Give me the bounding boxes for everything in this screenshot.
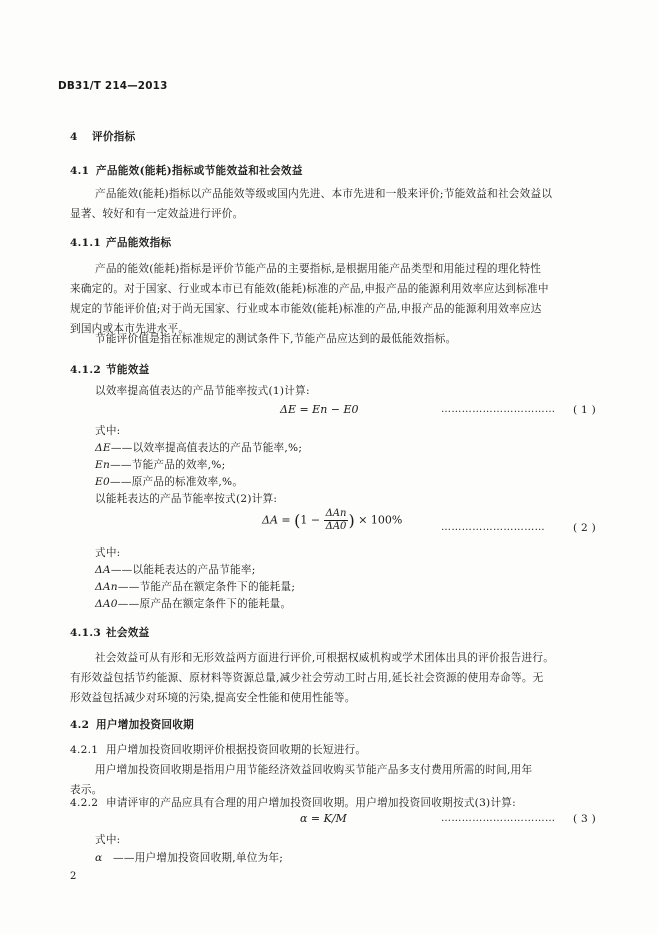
paragraph-line: 显著、较好和有一定效益进行评价。 (70, 208, 244, 220)
definition-text: ——以能耗表达的产品节能率; (110, 564, 256, 576)
section-number: 4.2 (70, 719, 90, 731)
paragraph-line: 产品的能效(能耗)指标是评价节能产品的主要指标,是根据用能产品类型和用能过程的理化特性 (95, 263, 542, 275)
section-number: 4.1 (70, 165, 90, 177)
paragraph-line: 以能耗表达的产品节能率按式(2)计算: (95, 493, 278, 505)
section-title: 评价指标 (92, 131, 136, 143)
definition-text: ——节能产品的效率,%; (110, 459, 226, 471)
paragraph-line: 用户增加投资回收期是指用户用节能经济效益回收购买节能产品多支付费用所需的时间,用年 (95, 764, 533, 776)
equation-leader-dots: …………………………… (441, 404, 556, 415)
equation-number-1: ( 1 ) (573, 404, 596, 416)
definition-text: ——节能产品在额定条件下的能耗量; (117, 581, 296, 593)
definition-text: ——用户增加投资回收期,单位为年; (113, 852, 284, 864)
paragraph-line: 以效率提高值表达的产品节能率按式(1)计算: (95, 385, 310, 397)
paragraph-line: 来确定的。对于国家、行业或本市已有能效(能耗)标准的产品,申报产品的能源利用效率应达到标准中 (70, 283, 549, 295)
paragraph-line: 社会效益可从有形和无形效益两方面进行评价,可根据权威机构或学术团体出具的评价报告进行。 (95, 652, 555, 664)
equation-3: α = K/M (300, 812, 347, 825)
section-number: 4.1.3 (70, 627, 101, 639)
symbol: ΔAn (95, 581, 118, 593)
definition-item (95, 563, 256, 577)
definition-item (95, 580, 295, 594)
equation-leader-dots: …………………………… (441, 813, 556, 824)
section-title: 用户增加投资回收期 (96, 719, 195, 731)
where-label: 式中: (95, 834, 121, 846)
equation-tail: × 100% (358, 513, 403, 527)
paragraph-line: 规定的节能评价值;对于尚无国家、行业或本市能效(能耗)标准的产品,申报产品的能源利用效率应达 (70, 303, 542, 315)
subclause-4-2-1 (70, 743, 366, 757)
fraction-numerator: ΔAn (325, 508, 347, 519)
paragraph-line: 形效益包括减少对环境的污染,提高安全性能和使用性能等。 (70, 692, 356, 704)
paren-open: ( (294, 511, 301, 530)
paragraph-line: 表示。 (70, 784, 103, 796)
section-title: 节能效益 (106, 364, 150, 376)
section-4-2-heading (70, 717, 194, 732)
definition-item (95, 441, 302, 455)
equation-one-minus: 1 − (300, 513, 321, 527)
definition-item (95, 597, 291, 611)
section-number: 4.1.2 (70, 364, 101, 376)
equation-1: ΔE = En − E0 (280, 403, 359, 416)
paren-close: ) (348, 511, 355, 530)
symbol: En (95, 459, 111, 471)
definition-text: ——原产品在额定条件下的能耗量。 (117, 598, 292, 610)
equation-fraction (324, 508, 349, 533)
equation-number-3: ( 3 ) (573, 813, 596, 825)
section-title: 社会效益 (106, 627, 150, 639)
where-label: 式中: (95, 425, 121, 437)
subclause-text: 用户增加投资回收期评价根据投资回收期的长短进行。 (106, 744, 367, 756)
paragraph-line: 有形效益包括节约能源、原材料等资源总量,减少社会劳动工时占用,延长社会资源的使用寿命等。无 (70, 672, 544, 684)
section-title: 产品能效指标 (106, 237, 172, 249)
symbol: ΔA0 (95, 598, 118, 610)
equation-lhs: ΔA = (262, 513, 295, 527)
section-4-1-heading (70, 163, 303, 178)
definition-item (95, 851, 283, 865)
section-4-1-1-heading (70, 235, 171, 250)
section-4-heading (70, 129, 136, 144)
section-title: 产品能效(能耗)指标或节能效益和社会效益 (96, 165, 303, 177)
symbol: ΔE (95, 442, 111, 454)
subclause-4-2-2 (70, 796, 516, 810)
definition-text: ——原产品的标准效率,%。 (109, 476, 244, 488)
symbol: α (95, 852, 103, 864)
definition-text: ——以效率提高值表达的产品节能率,%; (110, 442, 303, 454)
equation-number-2: ( 2 ) (573, 522, 596, 534)
paragraph-line: 到国内或本市先进水平。 (70, 323, 190, 335)
subclause-text: 申请评审的产品应具有合理的用户增加投资回收期。用户增加投资回收期按式(3)计算: (106, 797, 516, 809)
paragraph-line: 产品能效(能耗)指标以产品能效等级或国内先进、本市先进和一般来评价;节能效益和社会效益以 (95, 188, 553, 200)
symbol: ΔA (95, 564, 111, 576)
document-header-id: DB31/T 214—2013 (58, 80, 168, 92)
symbol: E0 (95, 476, 110, 488)
equation-2 (262, 508, 402, 533)
section-number: 4.2.1 (70, 744, 99, 756)
equation-leader-dots: ………………………… (441, 522, 545, 533)
section-4-1-3-heading (70, 625, 150, 640)
definition-item (95, 458, 225, 472)
section-number: 4.1.1 (70, 237, 101, 249)
section-4-1-2-heading (70, 362, 150, 377)
fraction-denominator: ΔA0 (325, 521, 347, 532)
section-number: 4.2.2 (70, 797, 99, 809)
where-label: 式中: (95, 547, 121, 559)
paragraph-line: 节能评价值是指在标准规定的测试条件下,节能产品应达到的最低能效指标。 (95, 333, 457, 345)
definition-item (95, 475, 243, 489)
page-number: 2 (70, 871, 77, 882)
section-number: 4 (70, 131, 78, 143)
